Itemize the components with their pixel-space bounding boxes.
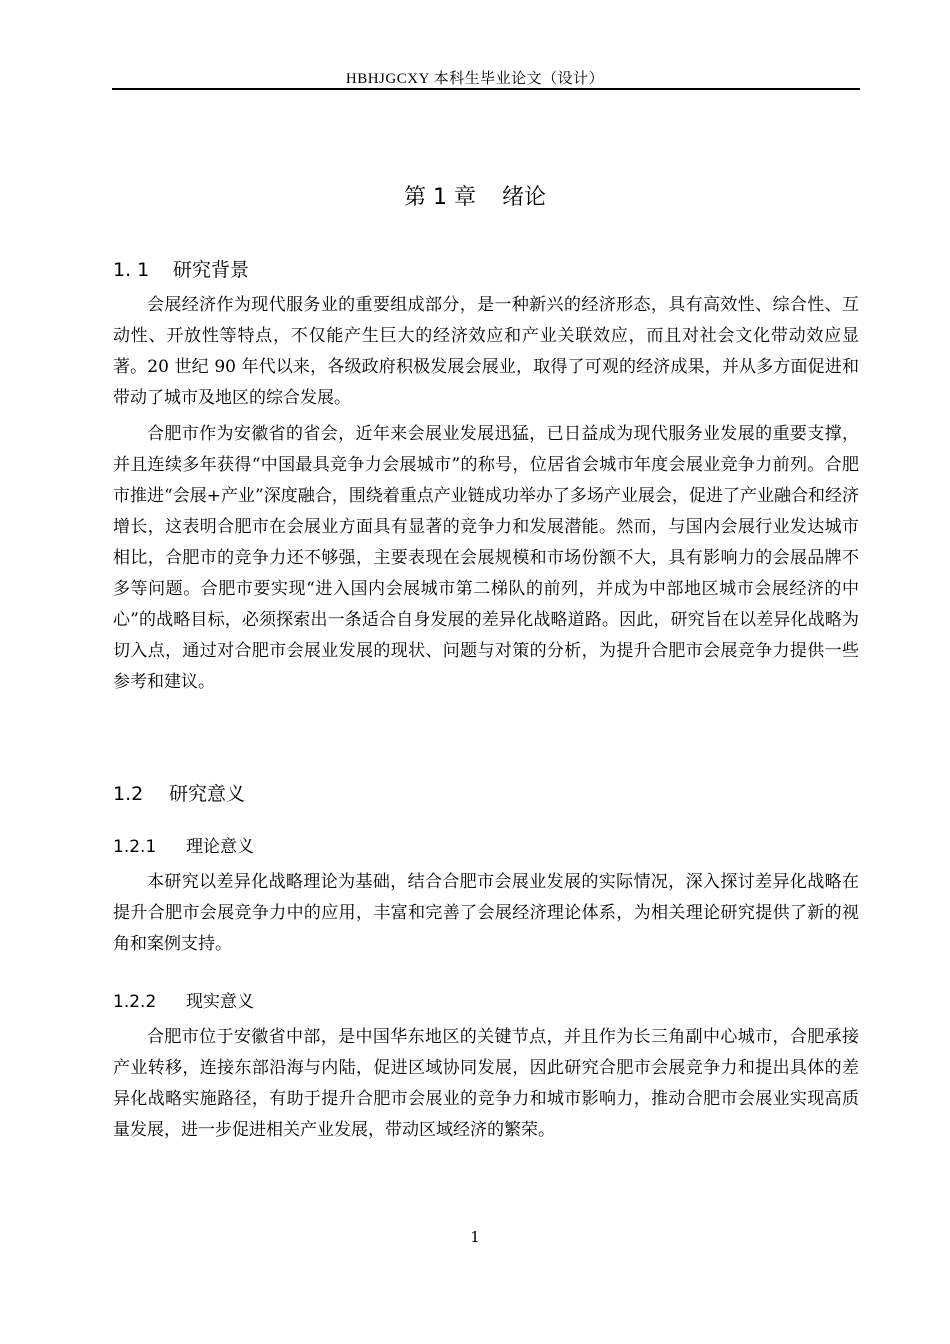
subsection-title: 理论意义: [186, 837, 254, 857]
section-number: 1.2: [113, 783, 144, 805]
section-heading-1-1: [113, 255, 249, 282]
header-rule: [112, 88, 860, 90]
subsection-title: 现实意义: [186, 992, 254, 1012]
subsection-heading-1-2-2: [113, 987, 254, 1012]
chapter-title: [0, 180, 950, 211]
paragraph-background-2: 合肥市作为安徽省的省会，近年来会展业发展迅猛，已日益成为现代服务业发展的重要支撑，并且连续多年获得“中国最具竞争力会展城市”的称号，位居省会城市年度会展业竞争力前列。合肥市推进“会展+产业”深度融合，围绕着重点产业链成功举办了多场产业展会，促进了产业融合和经济增长，这表明合肥市在会展业方面具有显著的竞争力和发展潜能。然而，与国内会展行业发达城市相比，合肥市的竞争力还不够强，主要表现在会展规模和市场份额不大，具有影响力的会展品牌不多等问题。合肥市要实现“进入国内会展城市第二梯队的前列，并成为中部地区城市会展经济的中心”的战略目标，必须探索出一条适合自身发展的差异化战略道路。因此，研究旨在以差异化战略为切入点，通过对合肥市会展业发展的现状、问题与对策的分析，为提升合肥市会展竞争力提供一些参考和建议。: [113, 424, 859, 692]
paragraph-theoretical: 本研究以差异化战略理论为基础，结合合肥市会展业发展的实际情况，深入探讨差异化战略在提升合肥市会展竞争力中的应用，丰富和完善了会展经济理论体系，为相关理论研究提供了新的视角和案例支持。: [113, 872, 859, 954]
subsection-number: 1.2.1: [113, 837, 157, 857]
subsection-number: 1.2.2: [113, 992, 157, 1012]
section-title: 研究背景: [173, 259, 250, 281]
chapter-number: 第 1 章: [404, 185, 476, 210]
chapter-name: 绪论: [501, 185, 546, 210]
section-heading-1-2: [113, 779, 245, 806]
paragraph-background-1: 会展经济作为现代服务业的重要组成部分，是一种新兴的经济形态，具有高效性、综合性、互动性、开放性等特点，不仅能产生巨大的经济效应和产业关联效应，而且对社会文化带动效应显著。20 世纪 90 年代以来，各级政府积极发展会展业，取得了可观的经济成果，并从多方面促进和带动了城市及地区的综合发展。: [113, 295, 859, 408]
running-header: HBHJGCXY 本科生毕业论文（设计）: [345, 71, 605, 87]
paragraph-practical: 合肥市位于安徽省中部，是中国华东地区的关键节点，并且作为长三角副中心城市，合肥承接产业转移，连接东部沿海与内陆，促进区域协同发展，因此研究合肥市会展竞争力和提出具体的差异化战略实施路径，有助于提升合肥市会展业的竞争力和城市影响力，推动合肥市会展业实现高质量发展，进一步促进相关产业发展，带动区域经济的繁荣。: [113, 1027, 859, 1140]
page-number: 1: [470, 1228, 480, 1246]
section-number: 1. 1: [113, 259, 150, 281]
section-title: 研究意义: [169, 783, 246, 805]
subsection-heading-1-2-1: [113, 832, 254, 857]
